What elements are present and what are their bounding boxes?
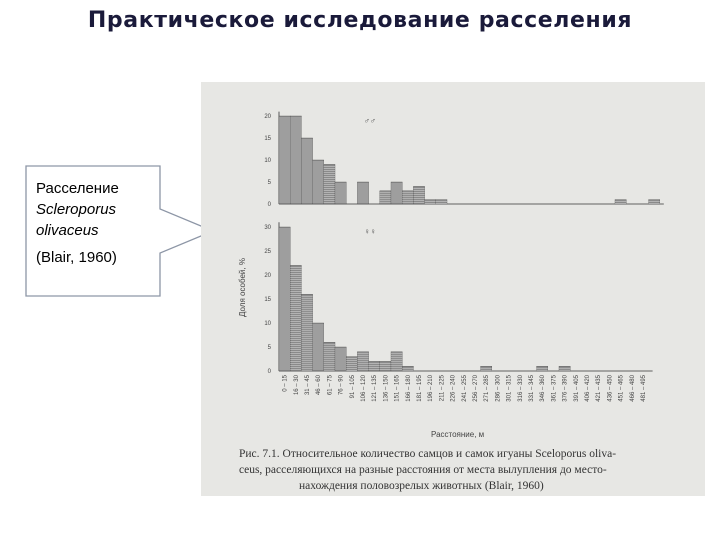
x-tick-label: 226 – 240 — [450, 375, 457, 402]
x-tick-label: 316 – 330 — [517, 375, 524, 402]
figure-svg — [201, 82, 705, 496]
bar — [391, 352, 402, 371]
x-tick-label: 241 – 255 — [461, 375, 468, 402]
x-tick-label: 346 – 360 — [540, 375, 547, 402]
y-tick-label: 30 — [264, 225, 271, 231]
y-tick-label: 20 — [264, 114, 271, 120]
chart-males — [264, 112, 663, 208]
bar — [324, 342, 335, 371]
bar — [357, 182, 368, 204]
series-symbol: ♀♀ — [364, 227, 376, 237]
x-tick-label: 196 – 210 — [428, 375, 435, 402]
y-axis-label: Доля особей, % — [238, 258, 247, 317]
x-axis-label: Расстояние, м — [431, 430, 485, 439]
y-tick-label: 25 — [264, 249, 271, 255]
caption-line-3: нахождения половозрелых животных (Blair, 1960) — [299, 480, 544, 492]
y-tick-label: 10 — [264, 321, 271, 327]
bar — [391, 182, 402, 204]
x-tick-label: 436 – 450 — [607, 375, 614, 402]
y-tick-label: 20 — [264, 273, 271, 279]
x-tick-label: 466 – 480 — [629, 375, 636, 402]
bar — [301, 294, 312, 371]
callout-text — [36, 178, 160, 268]
x-tick-label: 136 – 150 — [383, 375, 390, 402]
y-tick-label: 0 — [267, 369, 271, 375]
y-tick-label: 15 — [264, 297, 271, 303]
x-tick-label: 256 – 270 — [473, 375, 479, 402]
x-tick-label: 181 – 195 — [417, 375, 423, 402]
x-tick-label: 421 – 435 — [596, 375, 603, 402]
x-tick-label: 481 – 495 — [641, 375, 647, 402]
bar — [335, 182, 346, 204]
callout-line-1: Расселение — [36, 180, 119, 197]
caption-line-1: Рис. 7.1. Относительное количество самцов и самок игуаны Sceloporus oliva- — [239, 448, 617, 460]
x-tick-label: 166 – 180 — [405, 375, 412, 402]
y-tick-label: 10 — [264, 158, 271, 164]
x-tick-label: 451 – 465 — [618, 375, 625, 402]
x-tick-label: 271 – 285 — [484, 375, 491, 402]
bar — [413, 186, 424, 204]
y-tick-label: 5 — [267, 180, 271, 186]
x-tick-label: 106 – 120 — [361, 375, 367, 402]
x-tick-label: 361 – 375 — [551, 375, 558, 402]
x-tick-label: 46 – 60 — [316, 375, 323, 396]
x-tick-label: 16 – 30 — [293, 375, 300, 396]
series-symbol: ♂♂ — [364, 116, 376, 126]
x-tick-label: 121 – 135 — [372, 375, 379, 402]
callout-species-genus: Scleroporus — [36, 201, 117, 218]
x-tick-label: 331 – 345 — [529, 375, 535, 402]
x-tick-label: 376 – 390 — [562, 375, 569, 402]
x-tick-label: 286 – 300 — [495, 375, 502, 402]
y-tick-label: 0 — [267, 202, 271, 208]
y-tick-label: 15 — [264, 136, 271, 142]
y-tick-label: 5 — [267, 345, 271, 351]
bar — [357, 352, 368, 371]
callout-species-epithet: olivaceus — [36, 222, 99, 239]
chart-females — [264, 222, 652, 402]
x-tick-label: 0 – 15 — [282, 375, 289, 392]
x-tick-label: 31 – 45 — [305, 375, 311, 396]
x-tick-label: 91 – 105 — [349, 375, 356, 399]
x-tick-label: 211 – 225 — [439, 375, 446, 402]
x-tick-label: 301 – 315 — [506, 375, 513, 402]
caption-line-2: ceus, расселяющихся на разные расстояния от места вылупления до место- — [239, 464, 607, 476]
scanned-figure — [201, 82, 705, 496]
x-tick-label: 391 – 405 — [573, 375, 580, 402]
slide-title: Практическое исследование расселения — [87, 8, 633, 33]
x-tick-label: 61 – 75 — [327, 375, 334, 396]
x-tick-label: 406 – 420 — [585, 375, 591, 402]
x-tick-label: 76 – 90 — [338, 375, 345, 396]
callout-citation: (Blair, 1960) — [36, 249, 117, 266]
x-tick-label: 151 – 165 — [394, 375, 401, 402]
